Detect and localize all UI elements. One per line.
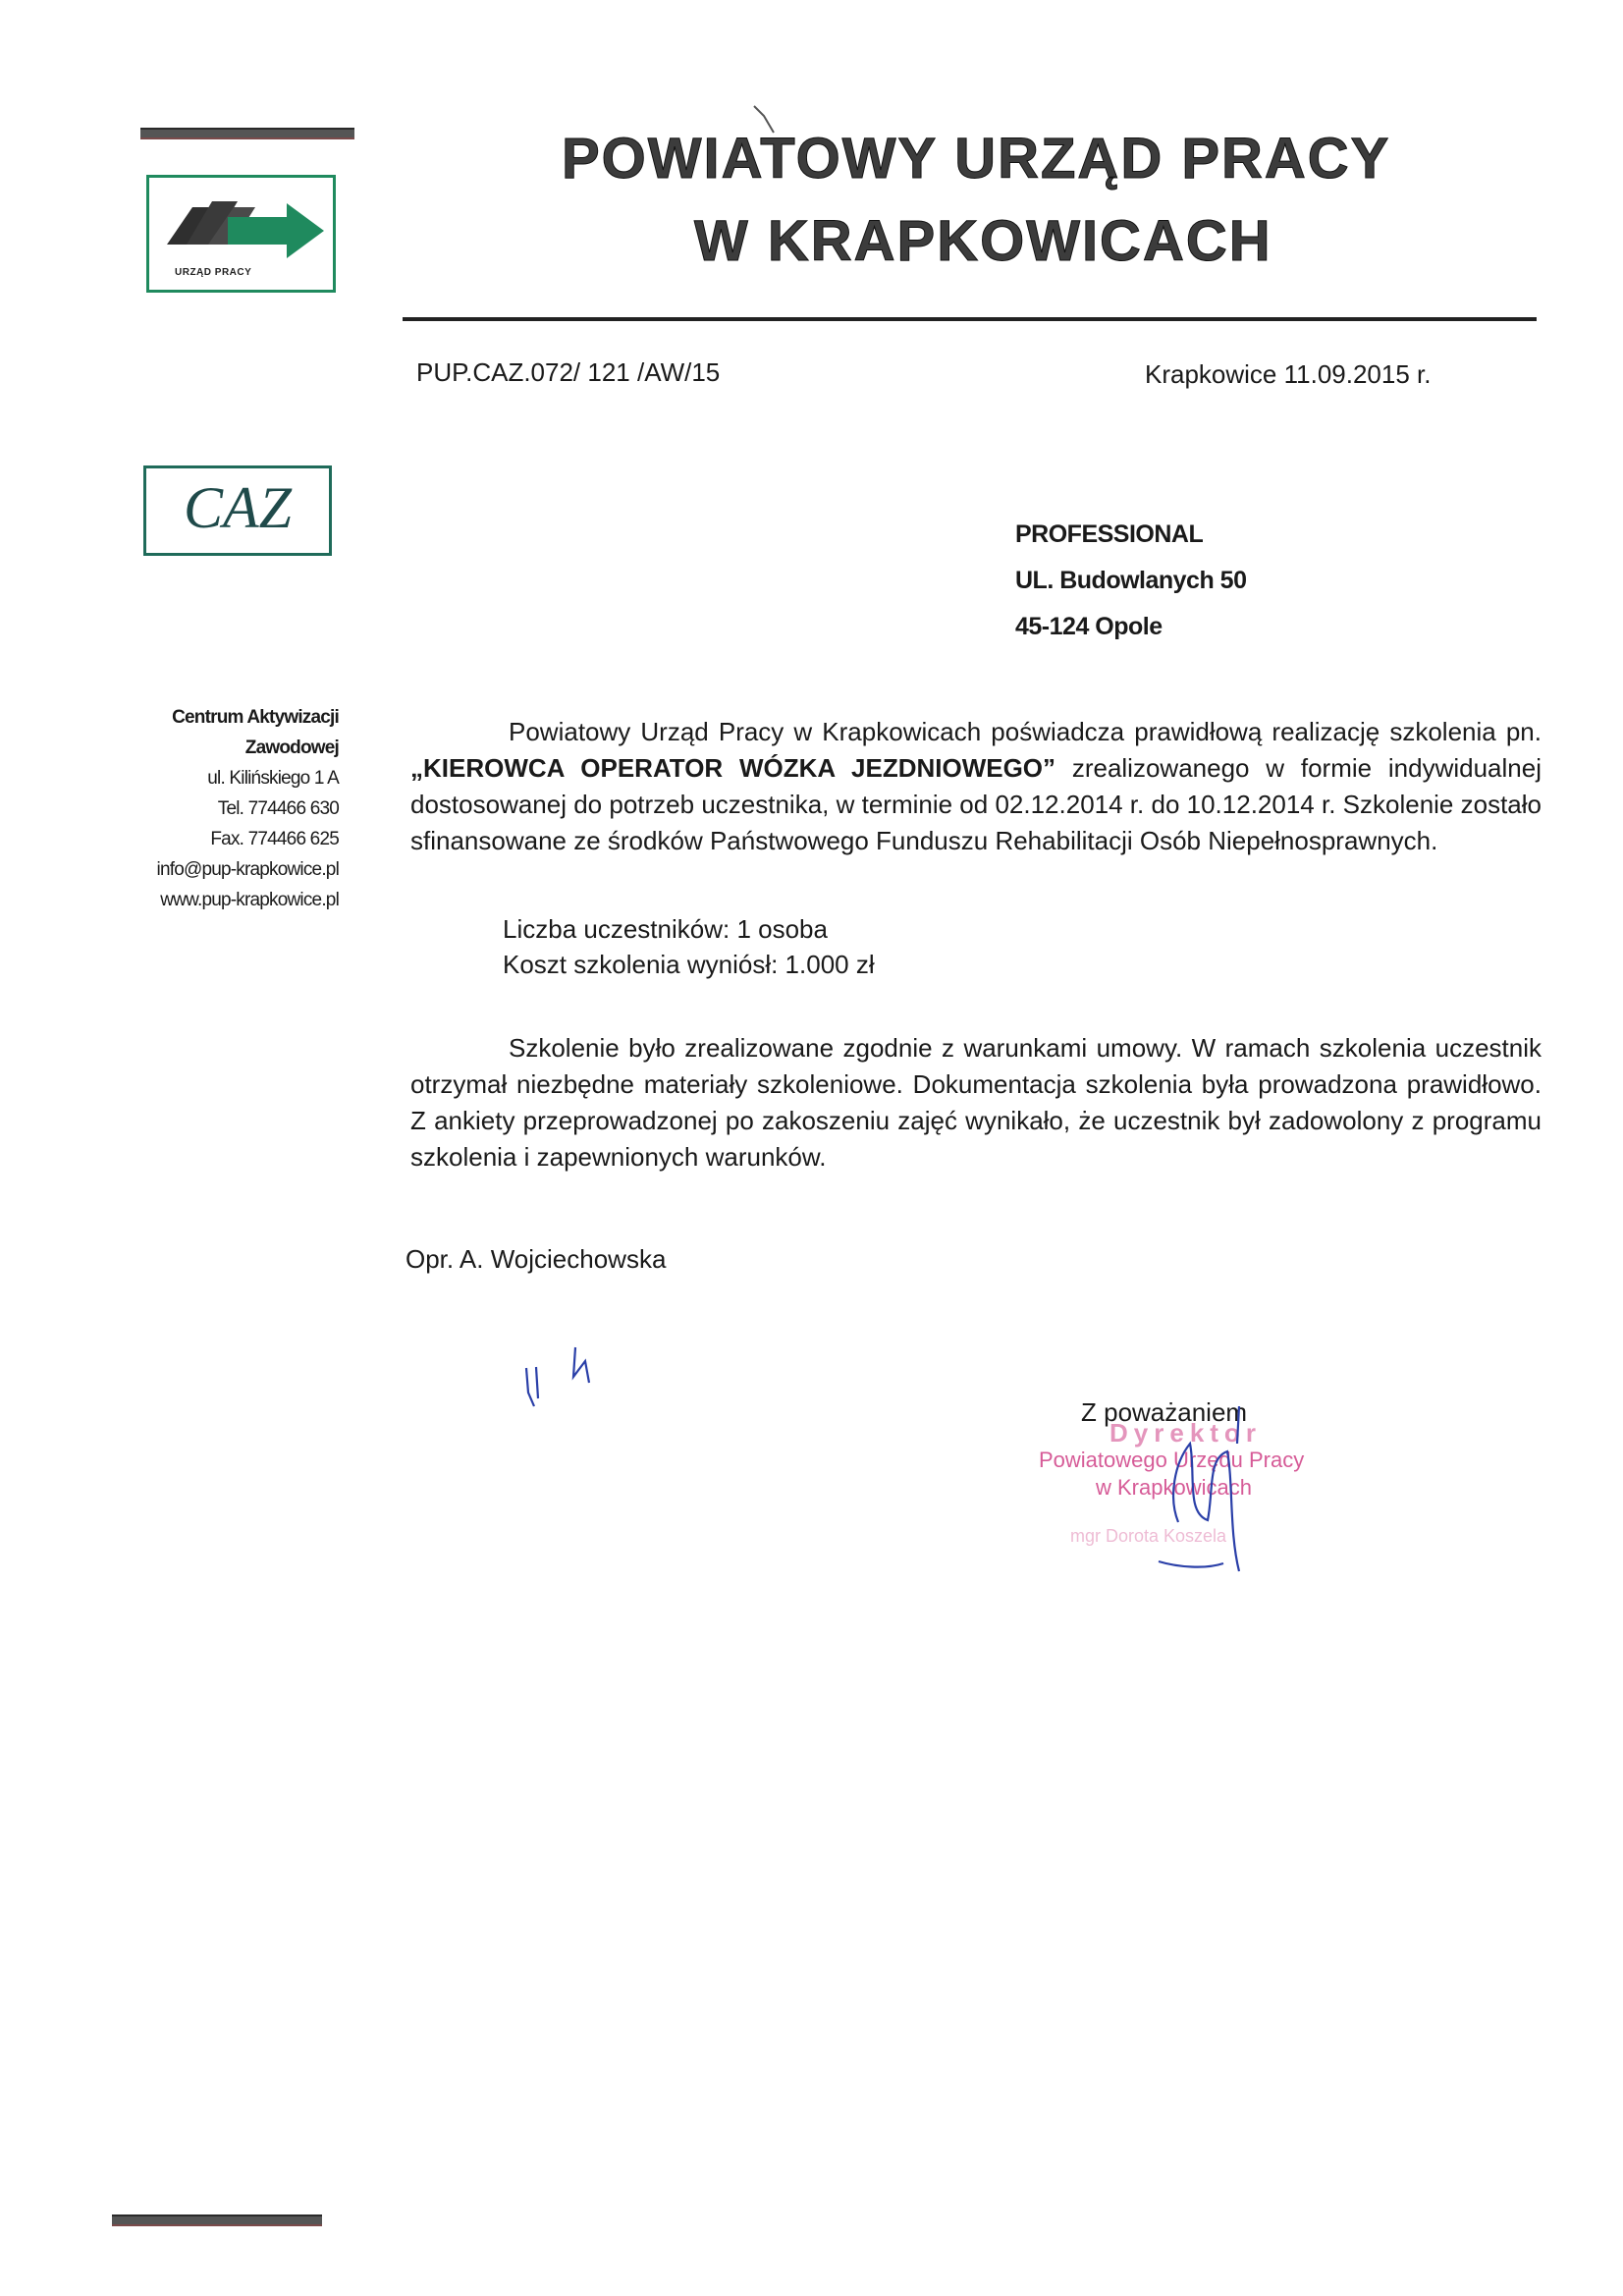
author-initials [526, 1347, 589, 1406]
stamp-line3: w Krapkowicach [1096, 1475, 1252, 1500]
header-divider [403, 317, 1537, 321]
p1-end: zrealizowanego w formie indywidualnej dostosowanej do potrzeb uczestnika, w terminie od 02.12.2014 r. do 10.12.2014 r. Szkolenie zostało sfinansowane ze środków Państwowego Funduszu Rehabilitacji Osób Niepełnosprawnych. [410, 753, 1542, 855]
office-title-line2: W KRAPKOWICACH [694, 209, 1272, 273]
p2-text: Szkolenie było zrealizowane zgodnie z warunkami umowy. W ramach szkolenia uczestnik otrzymał niezbędne materiały szkoleniowe. Dokumentacja szkolenia była prowadzona prawidłowo. Z ankiety przeprowadzonej po zakoszeniu zajęć wynikało, że uczestnik był zadowolony z programu szkolenia i zapewnionych warunków. [410, 1033, 1542, 1172]
sidebar-tel: Tel. 774466 630 [217, 798, 339, 819]
sidebar-org-line2: Zawodowej [244, 738, 339, 758]
office-title-line1: POWIATOWY URZĄD PRACY [562, 127, 1391, 191]
stamp-line4: mgr Dorota Koszela [1070, 1526, 1227, 1546]
participants-count: Liczba uczestników: 1 osoba [503, 914, 828, 944]
sidebar-street: ul. Kilińskiego 1 A [207, 768, 339, 789]
training-cost: Koszt szkolenia wyniósł: 1.000 zł [503, 950, 875, 979]
reference-number: PUP.CAZ.072/ 121 /AW/15 [416, 357, 721, 387]
recipient-name: PROFESSIONAL [1015, 520, 1204, 548]
closing-regards: Z poważaniem [1081, 1397, 1248, 1427]
stamp-line1: Dyrektor [1109, 1418, 1262, 1448]
stamp-line2: Powiatowego Urzędu Pracy [1039, 1448, 1305, 1472]
pup-logo [146, 175, 336, 293]
sidebar-fax: Fax. 774466 625 [210, 829, 339, 849]
sidebar-email: info@pup-krapkowice.pl [156, 859, 339, 880]
training-facts [503, 911, 875, 982]
body-paragraph-1 [410, 714, 1542, 859]
recipient-street: UL. Budowlanych 50 [1015, 567, 1247, 594]
bottom-decorative-bar [112, 2214, 322, 2226]
sender-contact-sidebar [118, 702, 339, 915]
caz-logo [143, 465, 332, 556]
sidebar-org-line1: Centrum Aktywizacji [172, 707, 339, 728]
prepared-by: Opr. A. Wojciechowska [406, 1244, 667, 1274]
caz-logo-text: CAZ [183, 475, 293, 540]
director-stamp [1031, 1414, 1365, 1571]
sidebar-web: www.pup-krapkowice.pl [160, 890, 339, 910]
p1-start: Powiatowy Urząd Pracy w Krapkowicach poświadcza prawidłową realizację szkolenia pn. [509, 717, 1542, 746]
course-name: „KIEROWCA OPERATOR WÓZKA JEZDNIOWEGO” [410, 753, 1056, 783]
body-paragraph-2 [410, 1030, 1542, 1175]
place-and-date: Krapkowice 11.09.2015 r. [1145, 359, 1432, 389]
top-decorative-bar [140, 128, 354, 139]
recipient-city: 45-124 Opole [1015, 613, 1163, 640]
logo-caption: URZĄD PRACY [175, 267, 252, 278]
